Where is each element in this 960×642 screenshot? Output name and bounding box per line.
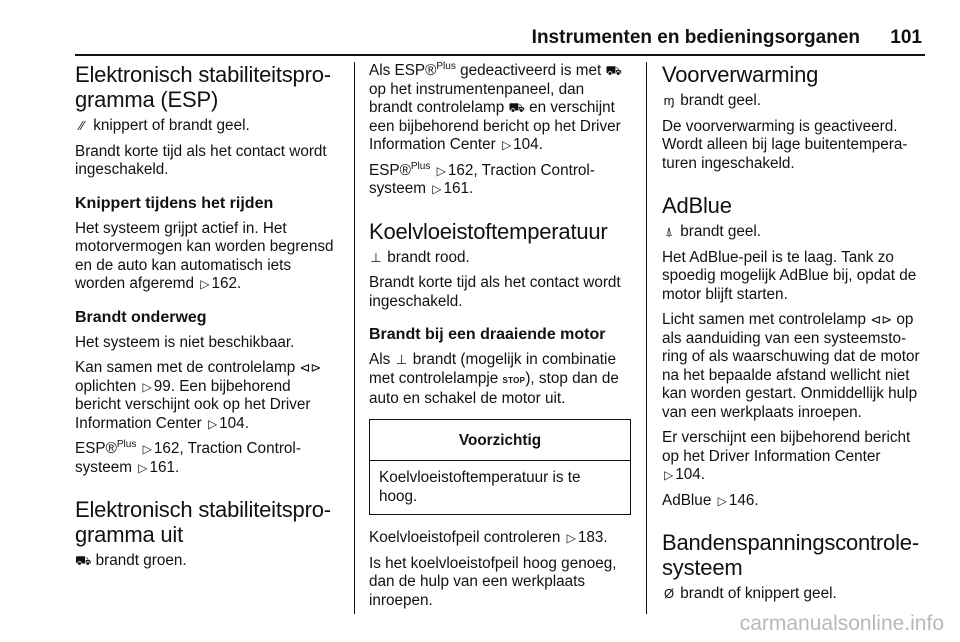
column-divider-2	[646, 62, 647, 614]
page-ref-link[interactable]: 104.	[219, 414, 249, 432]
page-number: 101	[890, 27, 922, 48]
heading-on-road: Brandt onderweg	[75, 308, 207, 326]
esp-off-icon: ⛟	[508, 100, 525, 115]
page-ref-link[interactable]: 99. Een bijbehorend bericht verschijnt ook op het Driver Information Center	[75, 377, 311, 432]
esp-together-text: Kan samen met de controlelamp ⊲⊳ oplichten ▷ 99. Een bijbehorend bericht verschijnt ook op het Driver Information Center ▷ 104.	[75, 359, 322, 432]
ref-arrow-icon: ▷	[207, 416, 218, 431]
ref-arrow-icon: ▷	[432, 182, 442, 196]
page-ref-link[interactable]: 161.	[443, 180, 474, 197]
column-1	[75, 62, 337, 578]
heading-tpms: Bandenspanningscontrole-systeem	[662, 530, 919, 580]
heading-blink-driving: Knippert tijdens het rijden	[75, 194, 274, 212]
ref-arrow-icon: ▷	[200, 277, 210, 291]
ref-arrow-icon: ▷	[138, 460, 148, 475]
header-rule	[75, 54, 925, 56]
preheat-yellow-text: ɱ brandt geel.	[663, 92, 762, 109]
page-ref-link[interactable]: 162, Traction Control-systeem	[75, 440, 301, 476]
service-vehicle-icon: ⊲⊳	[870, 312, 893, 327]
esp-short-text: Brandt korte tijd als het contact wordt ingeschakeld.	[75, 142, 327, 178]
esp-unavailable-text: Het systeem is niet beschikbaar.	[75, 333, 295, 351]
esp-deactivated-text: Als ESP®$^{Plus}$ gedeactiveerd is met ⛟ op het instrumentenpaneel, dan brandt controlelamp ⛟ en verschijnt een bijbehorend bericht op het Driver Information Center ▷ 104.	[369, 60, 622, 153]
watermark: carmanualsonline.info	[739, 612, 944, 635]
column-3	[662, 62, 924, 611]
ref-arrow-icon: ▷	[717, 493, 727, 508]
adblue-with-lamp-text: Licht samen met controlelamp ⊲⊳ op als aanduiding van een systeemsto-ring of als waarschuwing dat de motor na het bepaalde afstand wellicht niet kan worden gestart. Onmiddellijk hulp van een werkplaats inroepen.	[662, 311, 920, 421]
adblue-icon: ⍋	[665, 224, 673, 239]
coolant-running-text: Als ⊥ brandt (mogelijk in combinatie met controlelampje STOP), stop dan de auto en schakel de motor uit.	[369, 351, 619, 407]
ref-arrow-icon: ▷	[566, 531, 576, 545]
coolant-red-text: ⊥ brandt rood.	[370, 248, 470, 266]
heading-esp-off: Elektronisch stabiliteitspro-gramma uit	[75, 497, 331, 547]
page-ref-link[interactable]: 146.	[728, 491, 759, 509]
column-divider-1	[354, 62, 355, 614]
tire-pressure-icon: Ø	[663, 586, 675, 601]
esp-off-icon: ⛟	[75, 553, 92, 568]
adblue-yellow-text: ⍋ brandt geel.	[662, 223, 924, 242]
adblue-ref: AdBlue ▷ 146.	[662, 491, 759, 509]
caution-text: Koelvloeistoftemperatuur is te hoog.	[379, 469, 581, 505]
ref-arrow-icon: ▷	[501, 138, 512, 152]
adblue-message-text: Er verschijnt een bijbehorend bericht op het Driver Information Center ▷ 104.	[662, 429, 911, 483]
ref-arrow-icon: ▷	[664, 468, 674, 482]
page-header	[0, 0, 960, 60]
service-vehicle-icon: ⊲⊳	[299, 360, 322, 375]
heading-adblue: AdBlue	[662, 193, 732, 218]
caution-box	[369, 419, 631, 516]
esp-blink-text: ⁄⁄ knippert of brandt geel.	[75, 117, 337, 136]
check-level-text: Koelvloeistofpeil controleren ▷ 183.	[369, 529, 608, 546]
esp-plus-refs-2: ESP®$^{Plus}$ ▷ 162, Traction Control-systeem ▷ 161.	[369, 160, 595, 197]
heading-esp: Elektronisch stabiliteitspro-gramma (ESP)	[75, 62, 331, 112]
coolant-short-text: Brandt korte tijd als het contact wordt ingeschakeld.	[369, 274, 621, 310]
glow-plug-icon: ɱ	[663, 93, 675, 108]
esp-intervene-text: Het systeem grijpt actief in. Het motorvermogen kan worden begrensd en de auto kan automatisch iets worden afgeremd ▷ 162.	[75, 219, 334, 292]
esp-off-icon: ⛟	[605, 63, 622, 78]
heading-running-engine: Brandt bij een draaiende motor	[369, 326, 606, 343]
caution-title: Voorzichtig	[370, 420, 630, 462]
ref-arrow-icon: ▷	[142, 379, 152, 394]
high-level-text: Is het koelvloeistofpeil hoog genoeg, dan de hulp van een werkplaats inroepen.	[369, 554, 617, 609]
page-ref-link[interactable]: 104.	[675, 466, 706, 483]
page-ref-link[interactable]: 162.	[211, 275, 242, 292]
heading-preheat: Voorverwarming	[662, 62, 819, 87]
ref-arrow-icon: ▷	[436, 163, 446, 178]
esp-plus-refs: ESP®$^{Plus}$ ▷ 162, Traction Control-systeem ▷ 161.	[75, 438, 301, 476]
page-ref-link[interactable]: 162, Traction Control-systeem	[369, 161, 595, 197]
header-title: Instrumenten en bedieningsorganen	[531, 27, 860, 48]
adblue-low-text: Het AdBlue-peil is te laag. Tank zo spoedig mogelijk AdBlue bij, opdat de motor blijft starten.	[662, 248, 917, 303]
coolant-temperature-icon: ⊥	[395, 352, 408, 367]
page-ref-link[interactable]: 104.	[513, 136, 543, 153]
coolant-temperature-icon: ⊥	[370, 249, 382, 265]
ref-arrow-icon: ▷	[142, 442, 152, 456]
esp-warning-icon: ⁄⁄	[79, 118, 85, 133]
esp-off-text: ⛟ brandt groen.	[75, 552, 187, 569]
column-2	[369, 62, 631, 617]
page-ref-link[interactable]: 161.	[149, 458, 180, 476]
tpms-text: Ø brandt of knippert geel.	[663, 585, 837, 602]
page-ref-link[interactable]: 183.	[577, 529, 608, 546]
heading-coolant: Koelvloeistoftemperatuur	[369, 218, 608, 244]
preheat-active-text: De voorverwarming is geactiveerd. Wordt alleen bij lage buitentempera-turen ingeschakeld.	[662, 117, 908, 172]
stop-icon: STOP	[502, 375, 526, 385]
